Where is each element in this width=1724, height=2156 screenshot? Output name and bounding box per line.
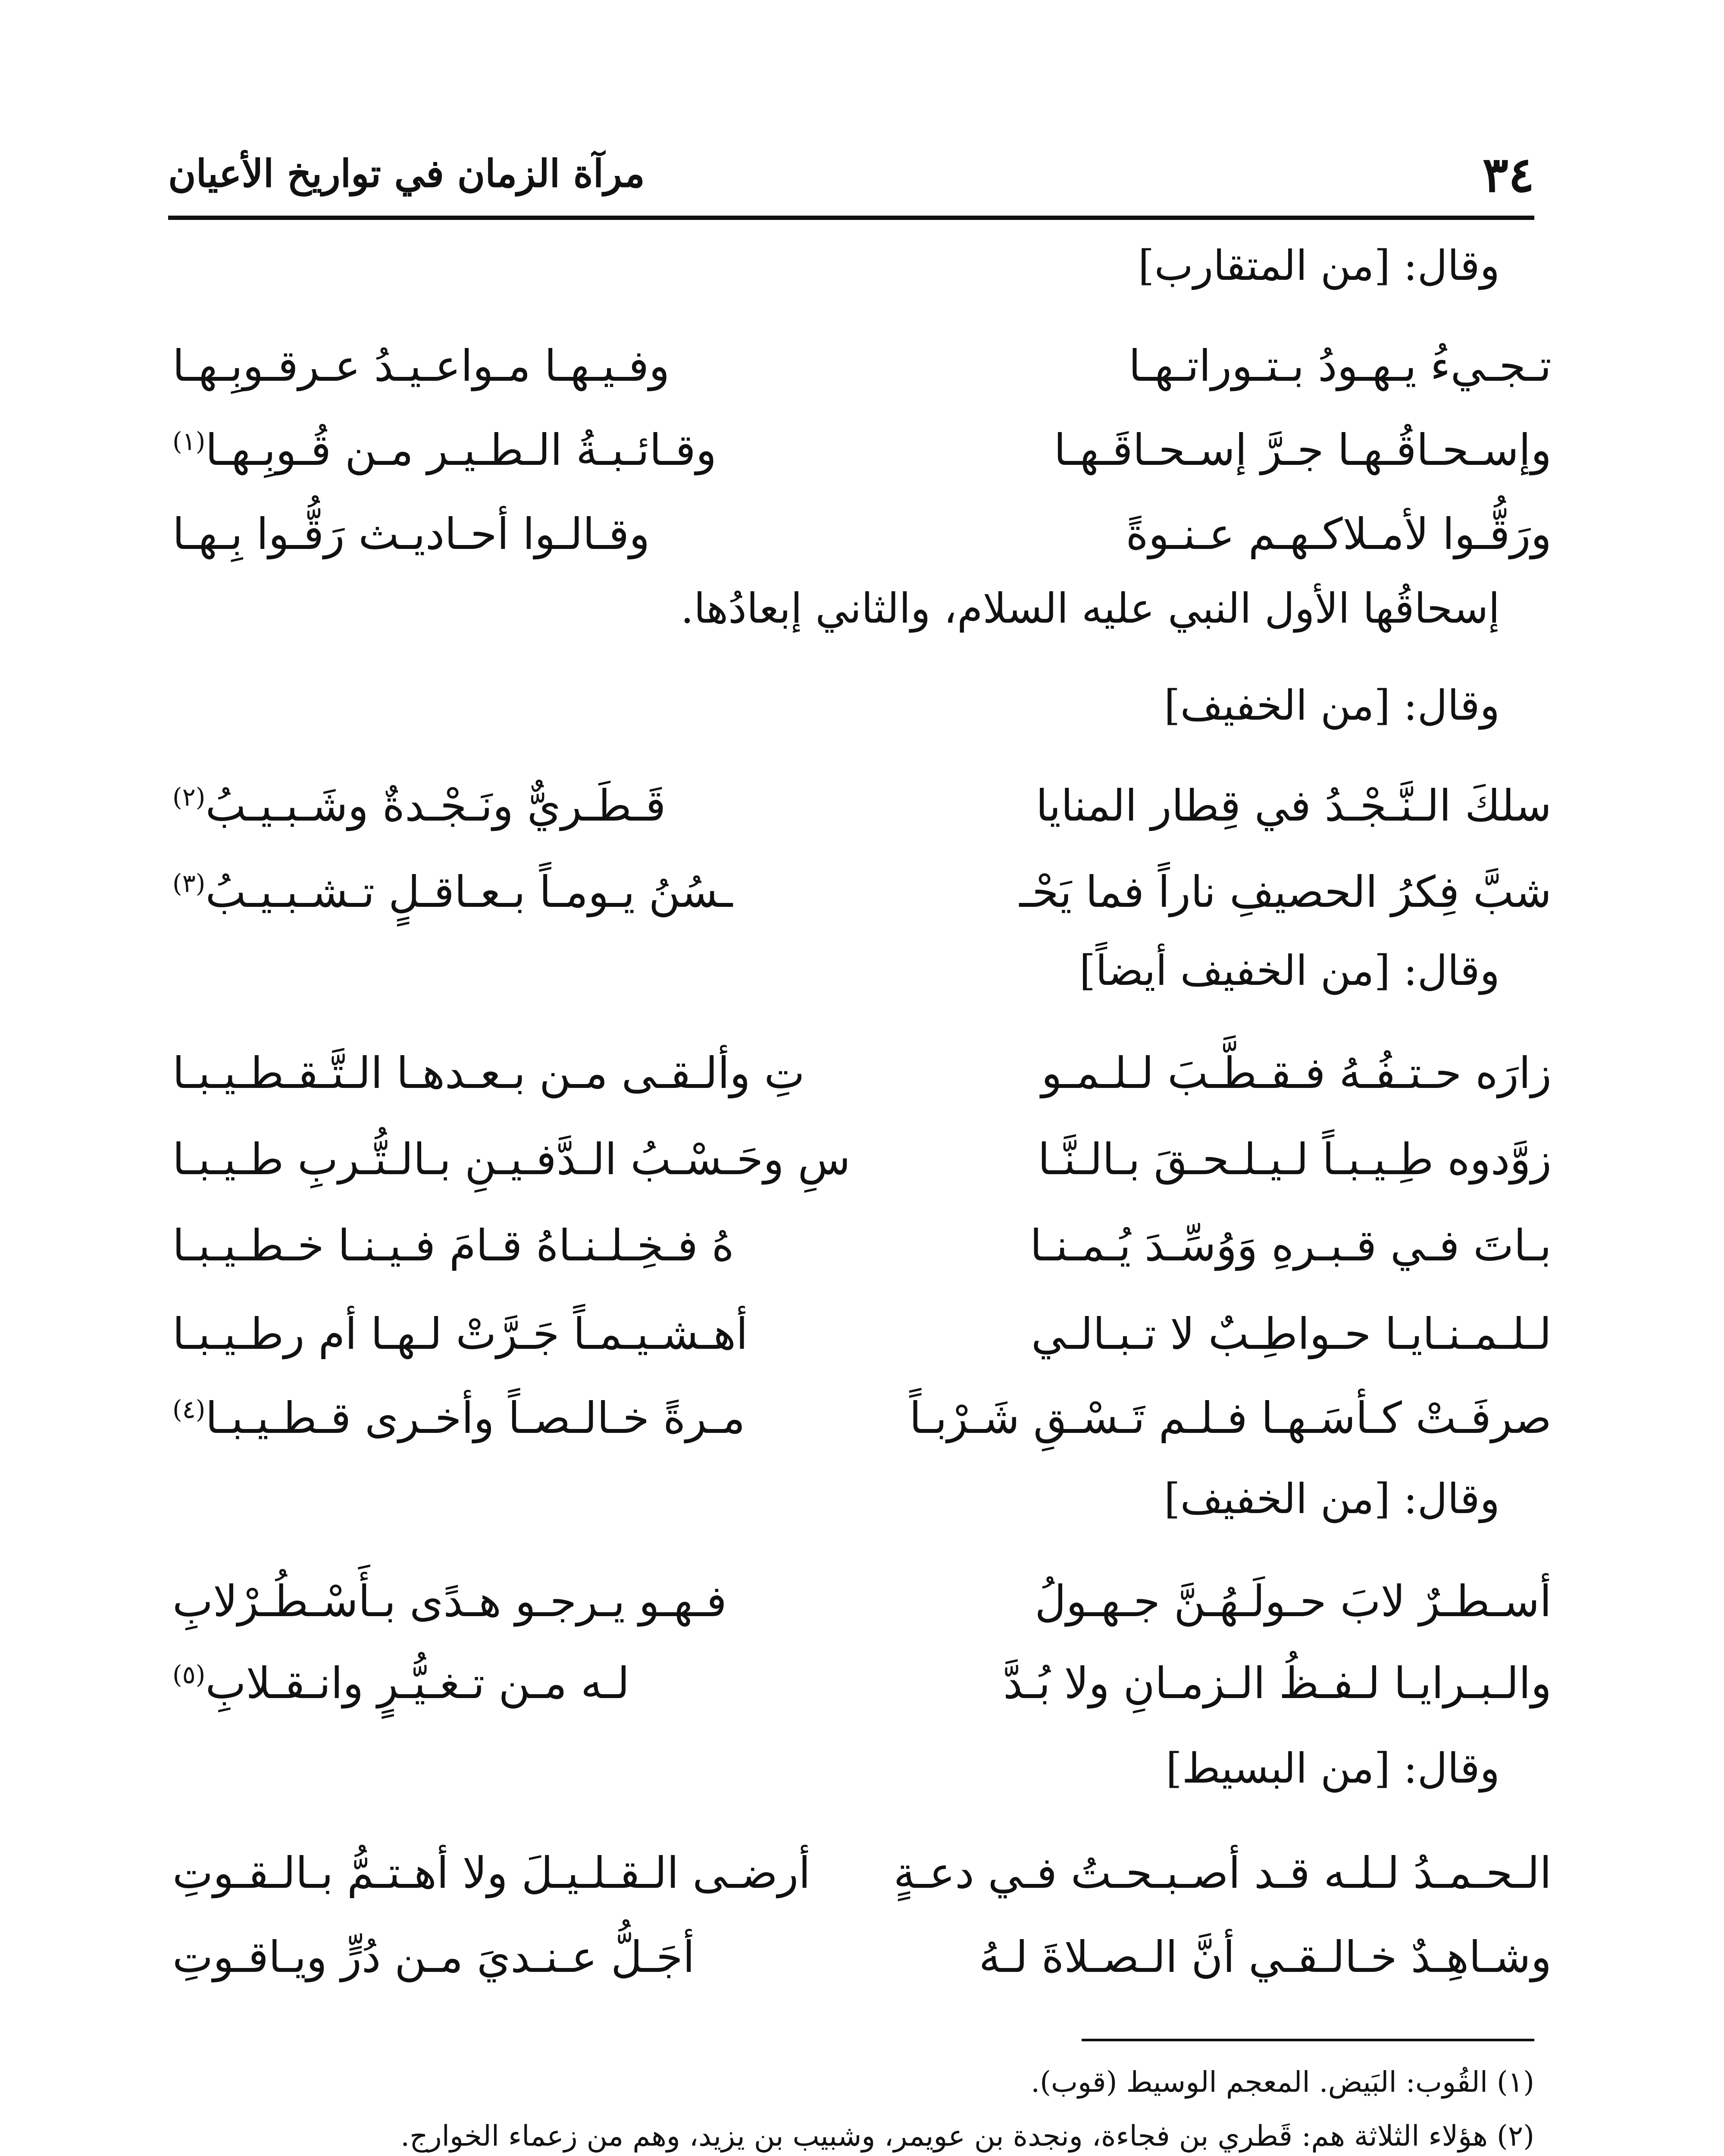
footnote-divider [1082, 2039, 1534, 2041]
verse-line [172, 341, 1552, 410]
footnote: (٢) هؤلاء الثلاثة هم: قَطري بن فجاءة، ونجدة بن عويمر، وشبيب بن يزيد، وهم من زعماء الخوارج. [400, 2119, 1534, 2153]
verse-first-hemistich: والـبـرايـا لـفـظُ الـزمـانِ ولا بُـدَّ [1003, 1658, 1552, 1708]
page-header [168, 142, 1534, 207]
footnote-reference: (٢) [172, 782, 206, 812]
verse-first-hemistich: زارَه حـتـفُـهُ فـقـطَّـبَ لـلـمـو [1041, 1048, 1552, 1098]
verse-first-hemistich: ورَقُّـوا لأمـلاكـهـم عـنـوةً [1126, 509, 1552, 559]
verse-line [172, 1848, 1552, 1917]
verse-second-hemistich [172, 425, 717, 475]
verse-second-hemistich [172, 1393, 745, 1443]
verse-first-hemistich: لـلـمـنـايـا حـواطِـبٌ لا تـبـالـي [1031, 1309, 1552, 1359]
footnote: (١) القُوب: البَيض. المعجم الوسيط (قوب). [1031, 2065, 1534, 2099]
verse-first-hemistich: صرفَـتْ كـأسَـهـا فـلـم تَـسْـقِ شَـرْبـاً [909, 1393, 1552, 1443]
section-intro: وقال: [من البسيط] [1166, 1744, 1500, 1792]
verse-line [172, 1309, 1552, 1378]
verse-second-text: وقـالـوا أحـاديـث رَقُّـوا بِـهـا [172, 509, 650, 559]
verse-first-hemistich: وإسـحـاقُـهـا جـرَّ إسـحـاقَـهـا [1054, 425, 1552, 475]
verse-second-text: أهـشـيـمـاً جَـرَّتْ لـهـا أم رطـيـبـا [172, 1309, 748, 1359]
verse-first-hemistich: وشـاهِـدٌ خـالـقـي أنَّ الـصـلاةَ لـهُ [979, 1932, 1552, 1982]
verse-second-hemistich [172, 1220, 734, 1271]
verse-second-hemistich [172, 1048, 805, 1098]
verse-second-hemistich [172, 1134, 851, 1185]
verse-second-text: سِ وحَـسْـبُ الـدَّفـيـنِ بـالـتُّـربِ طـيـبـا [172, 1134, 851, 1185]
verse-second-hemistich [172, 1658, 629, 1708]
footnote-reference: (١) [172, 426, 206, 456]
verse-second-hemistich [172, 509, 650, 559]
verse-second-hemistich [172, 1848, 810, 1898]
verse-second-hemistich [172, 867, 732, 917]
section-intro: وقال: [من الخفيف] [1164, 681, 1500, 730]
verse-first-hemistich: تـجـيءُ يـهـودُ بـتـوراتـهـا [1129, 341, 1552, 391]
verse-second-hemistich [172, 1309, 748, 1359]
verse-line [172, 1393, 1552, 1462]
book-title: مرآة الزمان في تواريخ الأعيان [168, 151, 645, 196]
verse-second-text: ـسُنُ يـومـاً بـعـاقـلٍ تـشـبـيـبُ [205, 867, 733, 917]
verse-second-text: قَـطَـريٌّ ونَـجْـدةٌ وشَـبـيـبُ [205, 780, 666, 831]
verse-second-hemistich [172, 1932, 695, 1982]
verse-line [172, 509, 1552, 578]
verse-second-text: فـهـو يـرجـو هـدًى بـأَسْـطُـرْلابِ [172, 1576, 727, 1626]
verse-second-text: لـه مـن تـغـيُّـرٍ وانـقـلابِ [205, 1658, 630, 1708]
verse-first-hemistich: زوَّدوه طِـيـبـاً لـيـلـحـقَ بـالـنَّـا [1038, 1134, 1552, 1185]
verse-line [172, 867, 1552, 936]
verse-second-text: هُ فـخِـلـنـاهُ قـامَ فـيـنـا خـطـيـبـا [172, 1220, 735, 1271]
verse-line [172, 1134, 1552, 1203]
verse-second-text: وقـائـبـةُ الـطـيـر مـن قُـوبِـهـا [205, 425, 717, 475]
verse-line [172, 1576, 1552, 1645]
verse-line [172, 425, 1552, 494]
verse-line [172, 1658, 1552, 1727]
verse-line [172, 1220, 1552, 1289]
prose-comment: إسحاقُها الأول النبي عليه السلام، والثاني إبعادُها. [680, 584, 1500, 633]
page-number: ٣٤ [1482, 147, 1534, 203]
header-divider [168, 216, 1534, 220]
footnote-reference: (٣) [172, 868, 206, 898]
section-intro: وقال: [من الخفيف] [1164, 1475, 1500, 1523]
verse-second-text: تِ وألـقـى مـن بـعـدهـا الـتَّـقـطـيـبـا [172, 1048, 805, 1098]
verse-line [172, 1048, 1552, 1117]
verse-second-text: مـرةً خـالـصـاً وأخـرى قـطـيـبـا [205, 1393, 745, 1443]
verse-second-hemistich [172, 1576, 727, 1626]
verse-second-text: أجَـلُّ عـنـديَ مـن دُرٍّ ويـاقـوتِ [172, 1932, 695, 1982]
verse-first-hemistich: شبَّ فِكرُ الحصيفِ ناراً فما يَحْـ [1019, 867, 1552, 917]
verse-first-hemistich: أسـطـرٌ لابَ حـولَـهُـنَّ جـهـولُ [1035, 1576, 1552, 1626]
footnote-reference: (٤) [172, 1395, 206, 1424]
verse-first-hemistich: الـحـمـدُ لـلـه قـد أصـبـحـتُ فـي دعـةٍ [893, 1848, 1552, 1898]
footnote-reference: (٥) [172, 1660, 206, 1689]
verse-second-hemistich [172, 341, 670, 391]
verse-second-text: أرضـى الـقـلـيـلَ ولا أهـتـمُّ بـالـقـوتِ [172, 1848, 811, 1898]
verse-first-hemistich: بـاتَ فـي قـبـرهِ وَوُسِّـدَ يُـمـنـا [1030, 1220, 1552, 1271]
verse-second-text: وفـيـهـا مـواعـيـدُ عـرقـوبِـهـا [172, 341, 670, 391]
verse-second-hemistich [172, 780, 666, 831]
verse-first-hemistich: سلكَ الـنَّـجْـدُ في قِطار المنايا [1036, 780, 1552, 831]
section-intro: وقال: [من المتقارب] [1138, 241, 1500, 290]
verse-line [172, 1932, 1552, 2001]
section-intro: وقال: [من الخفيف أيضاً] [1079, 946, 1500, 995]
verse-line [172, 780, 1552, 849]
